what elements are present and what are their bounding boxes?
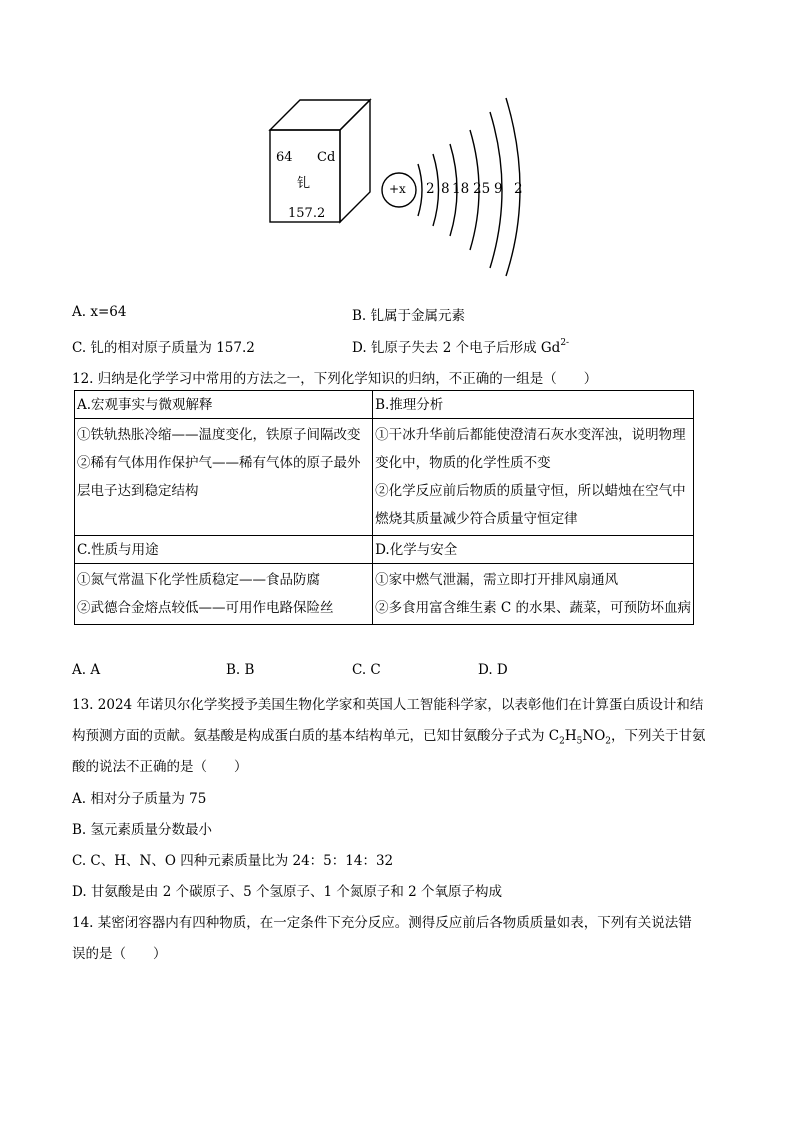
q11-option-a: A. x=64: [72, 304, 127, 320]
q13-line-1: 13. 2024 年诺贝尔化学奖授予美国生物化学家和英国人工智能科学家，以表彰他们在计算蛋白质设计和结: [72, 697, 704, 713]
q13-line-2: [72, 724, 706, 747]
q12-a-item-2: ②稀有气体用作保护气——稀有气体的原子最外层电子达到稳定结构: [77, 455, 361, 499]
element-symbol: Cd: [317, 150, 336, 165]
q12-b-item-2: ②化学反应前后物质的质量守恒，所以蜡烛在空气中燃烧其质量减少符合质量守恒定律: [375, 483, 686, 527]
element-name: 钆: [297, 176, 311, 191]
shell-5: 9: [494, 181, 503, 197]
q11-option-d-text: D. 钆原子失去 2 个电子后形成 Gd: [352, 340, 561, 356]
q14-line-2: 误的是（ ）: [72, 946, 167, 962]
shell-3: 18: [452, 181, 470, 197]
q12-d-title: D.化学与安全: [373, 536, 694, 564]
formula-o-sub: 2: [605, 736, 611, 747]
q12-b-item-1: ①干冰升华前后都能使澄清石灰水变浑浊，说明物理变化中，物质的化学性质不变: [375, 427, 686, 471]
q11-option-c: C. 钆的相对原子质量为 157.2: [72, 340, 255, 356]
q12-c-item-1: ①氮气常温下化学性质稳定——食品防腐: [77, 572, 320, 588]
q12-table: [74, 390, 694, 625]
nucleus-charge: +x: [389, 182, 406, 196]
shell-1: 2: [426, 181, 435, 197]
q12-a-item-1: ①铁轨热胀冷缩——温度变化，铁原子间隔改变: [77, 427, 361, 443]
q12-c-item-2: ②武德合金熔点较低——可用作电路保险丝: [77, 600, 334, 616]
atomic-number: 64: [276, 150, 293, 165]
q13-option-c: C. C、H、N、O 四种元素质量比为 24：5：14：32: [72, 853, 394, 869]
formula-h-sub: 5: [576, 736, 583, 747]
q12-option-b: B. B: [226, 662, 255, 678]
q12-d-item-1: ①家中燃气泄漏，需立即打开排风扇通风: [375, 572, 619, 588]
q13-option-a: A. 相对分子质量为 75: [72, 791, 207, 807]
q12-b-title: B.推理分析: [373, 391, 694, 419]
q13-line-3: 酸的说法不正确的是（ ）: [72, 759, 248, 775]
formula-c-sub: 2: [559, 736, 565, 747]
q13-line-2-pre: 构预测方面的贡献。氨基酸是构成蛋白质的基本结构单元，已知甘氨酸分子式为 C: [72, 728, 560, 744]
q12-c-body: [75, 564, 373, 625]
q12-option-a: A. A: [72, 662, 101, 678]
q12-c-title: C.性质与用途: [75, 536, 373, 564]
formula-no: NO: [582, 728, 606, 744]
formula-h: H: [564, 728, 577, 744]
q12-a-title: A.宏观事实与微观解释: [75, 391, 373, 419]
q12-b-body: [373, 419, 694, 536]
q12-option-c: C. C: [352, 662, 381, 678]
q12-a-body: [75, 419, 373, 536]
q12-d-item-2: ②多食用富含维生素 C 的水果、蔬菜，可预防坏血病: [375, 600, 691, 616]
atomic-mass: 157.2: [288, 206, 326, 221]
shell-4: 25: [473, 181, 491, 197]
q13-option-d: D. 甘氨酸是由 2 个碳原子、5 个氢原子、1 个氮原子和 2 个氧原子构成: [72, 884, 503, 900]
q11-option-d: [352, 336, 569, 356]
q12-option-d: D. D: [478, 662, 508, 678]
q12-stem: 12. 归纳是化学学习中常用的方法之一，下列化学知识的归纳，不正确的一组是（ ）: [72, 371, 598, 387]
shell-6: 2: [514, 181, 523, 197]
q11-option-d-charge: 2-: [560, 337, 570, 348]
q14-line-1: 14. 某密闭容器内有四种物质，在一定条件下充分反应。测得反应前后各物质质量如表，下列有关说法错: [72, 915, 692, 931]
q12-d-body: [373, 564, 694, 625]
shell-2: 8: [441, 181, 450, 197]
q11-option-b: B. 钆属于金属元素: [352, 308, 466, 324]
q13-line-2-post: ，下列关于甘氨: [611, 728, 706, 744]
q13-option-b: B. 氢元素质量分数最小: [72, 822, 213, 838]
